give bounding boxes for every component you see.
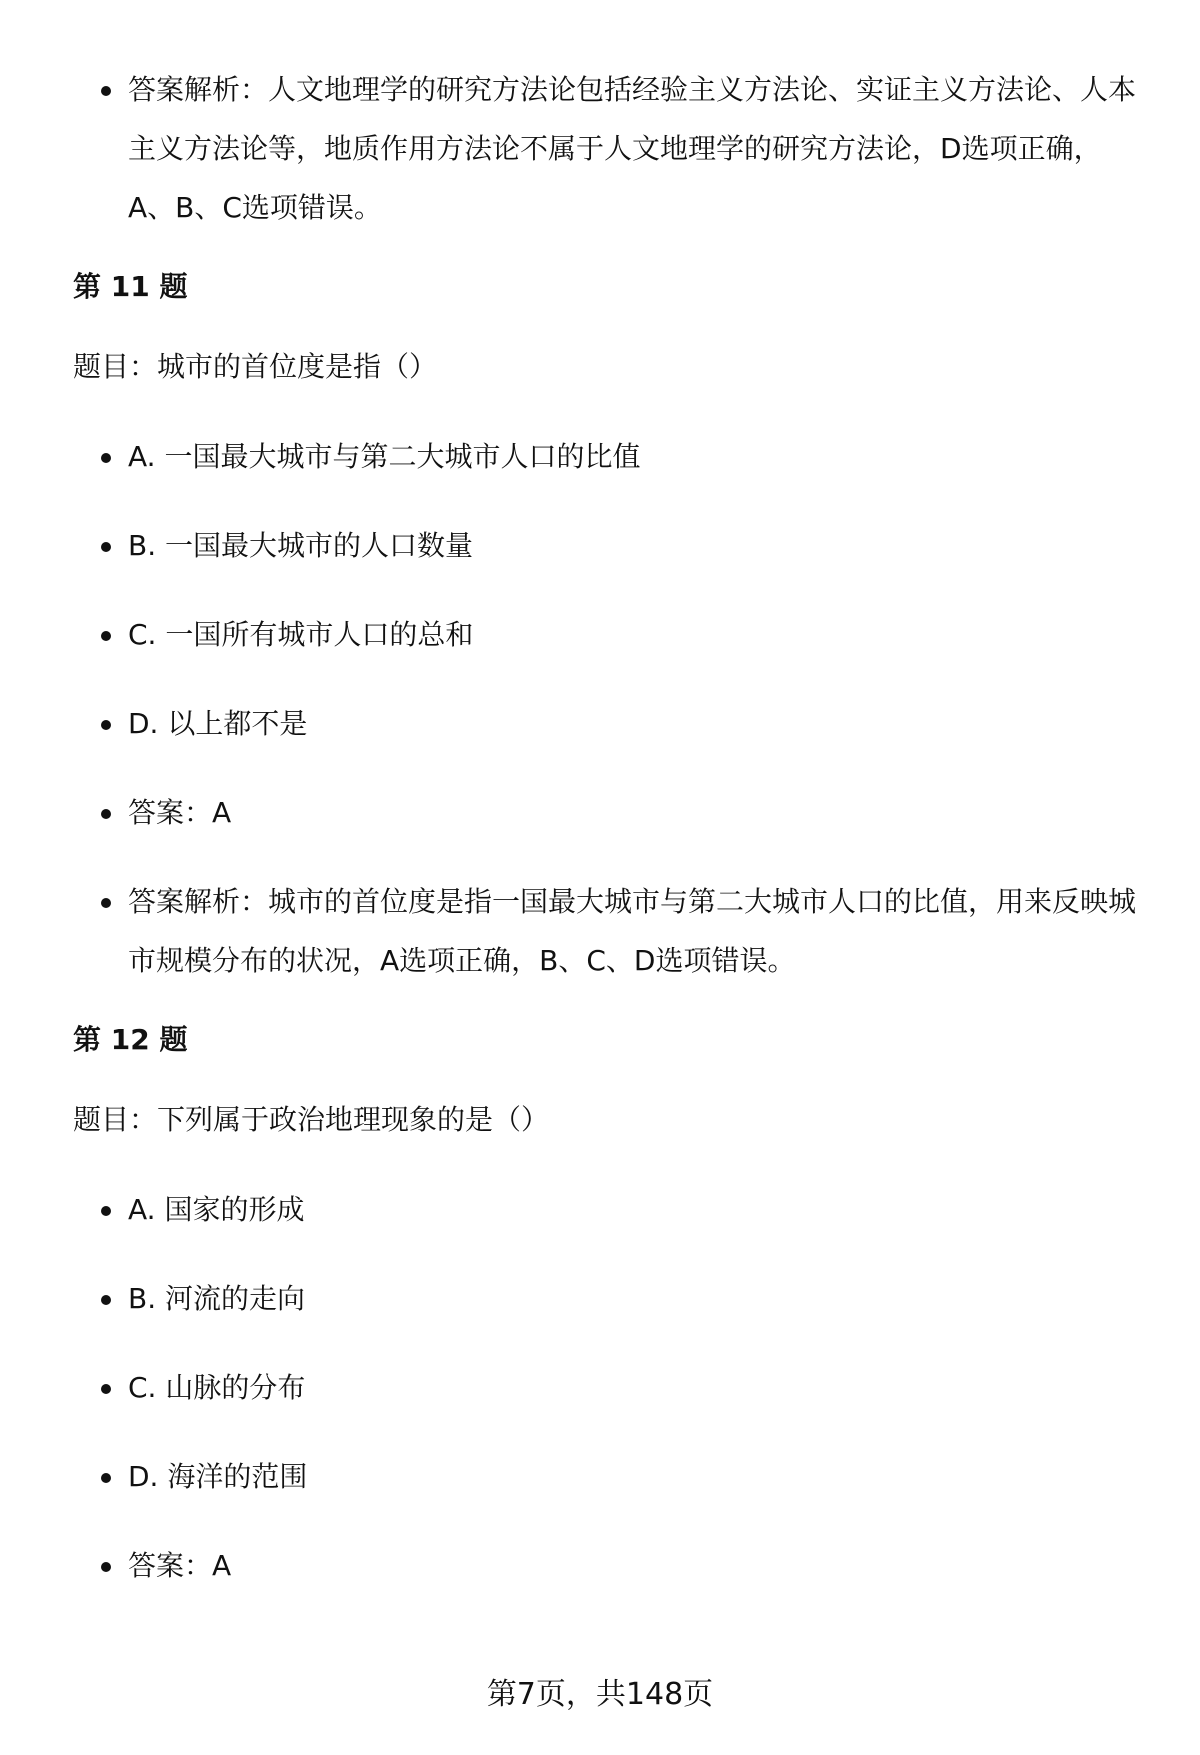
q11-heading: 第 11 题 [73, 270, 188, 303]
q11-option-b: B. 一国最大城市的人口数量 [73, 516, 1148, 575]
q11-stem: 题目：城市的首位度是指（） [73, 350, 438, 383]
q12-answer: 答案：A [73, 1536, 1148, 1595]
q11-explanation: 答案解析：城市的首位度是指一国最大城市与第二大城市人口的比值，用来反映城市规模分布的状况，A选项正确，B、C、D选项错误。 [73, 872, 1148, 990]
q11-option-a: A. 一国最大城市与第二大城市人口的比值 [73, 427, 1148, 486]
page-content [73, 60, 1148, 1625]
q12-option-b: B. 河流的走向 [73, 1269, 1148, 1328]
q11-option-d: D. 以上都不是 [73, 694, 1148, 753]
q11-answer: 答案：A [73, 783, 1148, 842]
q12-option-c: C. 山脉的分布 [73, 1358, 1148, 1417]
q12-option-d: D. 海洋的范围 [73, 1447, 1148, 1506]
page-number-label: 第7页，共148页 [486, 1677, 714, 1712]
page-footer [0, 1675, 1200, 1715]
q11-option-c: C. 一国所有城市人口的总和 [73, 605, 1148, 664]
q12-option-a: A. 国家的形成 [73, 1180, 1148, 1239]
q12-options [73, 1180, 1148, 1595]
q11-options [73, 427, 1148, 990]
q12-heading: 第 12 题 [73, 1023, 188, 1056]
q12-stem: 题目：下列属于政治地理现象的是（） [73, 1103, 550, 1136]
q10-explanation: 答案解析：人文地理学的研究方法论包括经验主义方法论、实证主义方法论、人本主义方法论等，地质作用方法论不属于人文地理学的研究方法论，D选项正确，A、B、C选项错误。 [73, 60, 1148, 237]
